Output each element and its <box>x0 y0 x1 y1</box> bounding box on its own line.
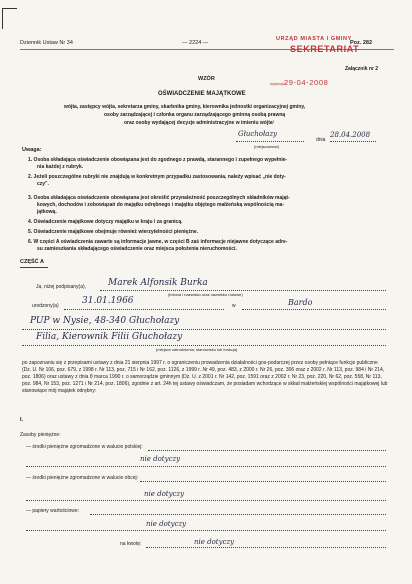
stamp-received-label: wpłynęło <box>270 81 286 86</box>
stamp-received-date: 29-04-2008 <box>284 78 329 87</box>
cash-foreign-handwritten: nie dotyczy <box>144 490 185 498</box>
date-handwritten: 28.04.2008 <box>330 131 371 139</box>
attachment-number: Załącznik nr 2 <box>345 66 379 72</box>
note-5: 5. Oświadczenie majątkowe obejmuje również wierzytelności pieniężne. <box>28 229 199 235</box>
workplace-handwritten-1: PUP w Nysie, 48-340 Głuchołazy <box>30 316 180 326</box>
note-6b: su zamieszkania składającego oświadczenie oraz miejsca położenia nieruchomości. <box>37 246 237 252</box>
note-3b: kowych, dochodów i zobowiązań do majątku odrębnego i majątku objętego małżeńską wspólnością ma- <box>37 202 284 208</box>
section-1-numeral: I. <box>20 417 24 423</box>
amount-label: na kwotę: <box>120 541 142 547</box>
workplace-line-2 <box>22 345 386 346</box>
binding-corner-mark <box>2 8 17 29</box>
born-place-line <box>242 309 386 310</box>
place-handwritten: Głuchołazy <box>238 130 278 138</box>
model-label: WZÓR <box>198 76 215 82</box>
date-line <box>330 141 376 142</box>
amount-handwritten: nie dotyczy <box>194 538 235 546</box>
cash-foreign-line-2 <box>26 500 386 501</box>
securities-handwritten: nie dotyczy <box>146 520 187 528</box>
declarant-handwritten: Marek Alfonsik Burka <box>108 278 208 288</box>
legal-basis-text: po zapoznaniu się z przepisami ustawy z dnia 21 sierpnia 1997 r. o ograniczeniu prowadzenia działalności gos-podarczej przez osoby pełniące funkcje publiczne (Dz. U. Nr 106, poz. 679, z 1998 r. Nr 113, poz. 715 i Nr 162, poz. 1126, z 1999 r. Nr 49, poz. 483, z 2000 r. Nr 26, poz. 306 oraz z 2002 r. Nr 113, poz. 984 i Nr 214, poz. 1806) oraz ustawy z dnia 8 marca 1990 r. o samorządzie gminnym (Dz. U. z 2001 r. Nr 142, poz. 1591 oraz z 2002 r. Nr 23, poz. 220, Nr 62, poz. 558, Nr 113, poz. 984, Nr 153, poz. 1271 i Nr 214, poz. 1806), zgodnie z art. 24h tej ustawy oświadczam, że posiadam wchodzące w skład małżeńskiej wspólności majątkowej lub stanowiące mój majątek odrębny: <box>22 360 388 394</box>
securities-line-2 <box>26 530 386 531</box>
cash-pln-line-1 <box>148 450 386 451</box>
note-3a: 3. Osoba składająca oświadczenie obowiązana jest określić przynależność poszczególnych składników mająt- <box>28 195 290 201</box>
note-3c: jątkową. <box>37 209 57 215</box>
cash-foreign-label: — środki pieniężne zgromadzone w walucie obcej: <box>26 475 139 481</box>
cash-foreign-line-1 <box>140 481 386 482</box>
stamp-line-2: SEKRETARIAT <box>290 44 360 54</box>
notes-heading: Uwaga: <box>22 147 42 153</box>
cash-pln-handwritten: nie dotyczy <box>140 455 181 463</box>
born-date-line <box>64 309 224 310</box>
part-a-heading: CZĘŚĆ A <box>20 259 44 265</box>
born-label: urodzony(a) <box>32 303 59 309</box>
note-1b: nia każdej z rubryk. <box>37 164 84 170</box>
note-1a: 1. Osoba składająca oświadczenie obowiązana jest do zgodnego z prawdą, starannego i zupełnego wypełnie- <box>28 157 288 163</box>
workplace-caption: (miejsce zatrudnienia, stanowisko lub funkcja) <box>156 347 238 352</box>
workplace-handwritten-2: Filia, Kierownik Filii Głuchołazy <box>36 332 183 342</box>
note-2a: 2. Jeżeli poszczególne rubryki nie znajdują w konkretnym przypadku zastosowania, należy wpisać „nie doty- <box>28 174 286 180</box>
declarant-caption: (imiona i nazwisko oraz nazwisko rodowe) <box>168 292 243 297</box>
page-number: — 2224 — <box>182 40 209 46</box>
declarant-label: Ja, niżej podpisany(a), <box>36 284 87 290</box>
cash-pln-label: — środki pieniężne zgromadzone w walucie polskiej: <box>26 444 143 450</box>
note-2b: czy”. <box>37 181 49 187</box>
note-6a: 6. W części A oświadczenia zawarte są informacje jawne, w części B zaś informacje niejawne dotyczące adre- <box>28 239 288 245</box>
part-a-underline <box>20 267 48 268</box>
form-subtitle-1: wójta, zastępcy wójta, sekretarza gminy, skarbnika gminy, kierownika jednostki organizacyjnej gminy, <box>64 104 306 110</box>
note-4: 4. Oświadczenie majątkowe dotyczy majątku w kraju i za granicą. <box>28 219 183 225</box>
born-in-label: w <box>232 303 236 309</box>
workplace-line-1 <box>22 329 386 330</box>
stamp-line-1: URZĄD MIASTA I GMINY <box>276 36 352 42</box>
form-subtitle-2: osoby zarządzającej i członka organu zarządzającego gminną osobą prawną <box>104 112 286 118</box>
journal-name: Dziennik Ustaw Nr 34 <box>20 40 73 46</box>
amount-line <box>146 547 386 548</box>
form-title: OŚWIADCZENIE MAJĄTKOWE <box>158 91 246 97</box>
date-label: dnia <box>316 137 326 143</box>
born-place-handwritten: Bardo <box>288 298 313 307</box>
securities-label: — papiery wartościowe: <box>26 508 80 514</box>
cash-pln-line-2 <box>26 466 386 467</box>
born-date-handwritten: 31.01.1966 <box>82 296 134 306</box>
position-number: Poz. 282 <box>350 40 373 46</box>
place-caption: (miejscowość) <box>254 144 280 149</box>
section-1-heading: Zasoby pieniężne: <box>20 432 61 438</box>
declarant-line <box>100 290 386 291</box>
place-line <box>236 141 304 142</box>
securities-line-1 <box>90 514 386 515</box>
form-subtitle-3: oraz osoby wydającej decyzje administracyjne w imieniu wójta¹ <box>124 120 275 126</box>
